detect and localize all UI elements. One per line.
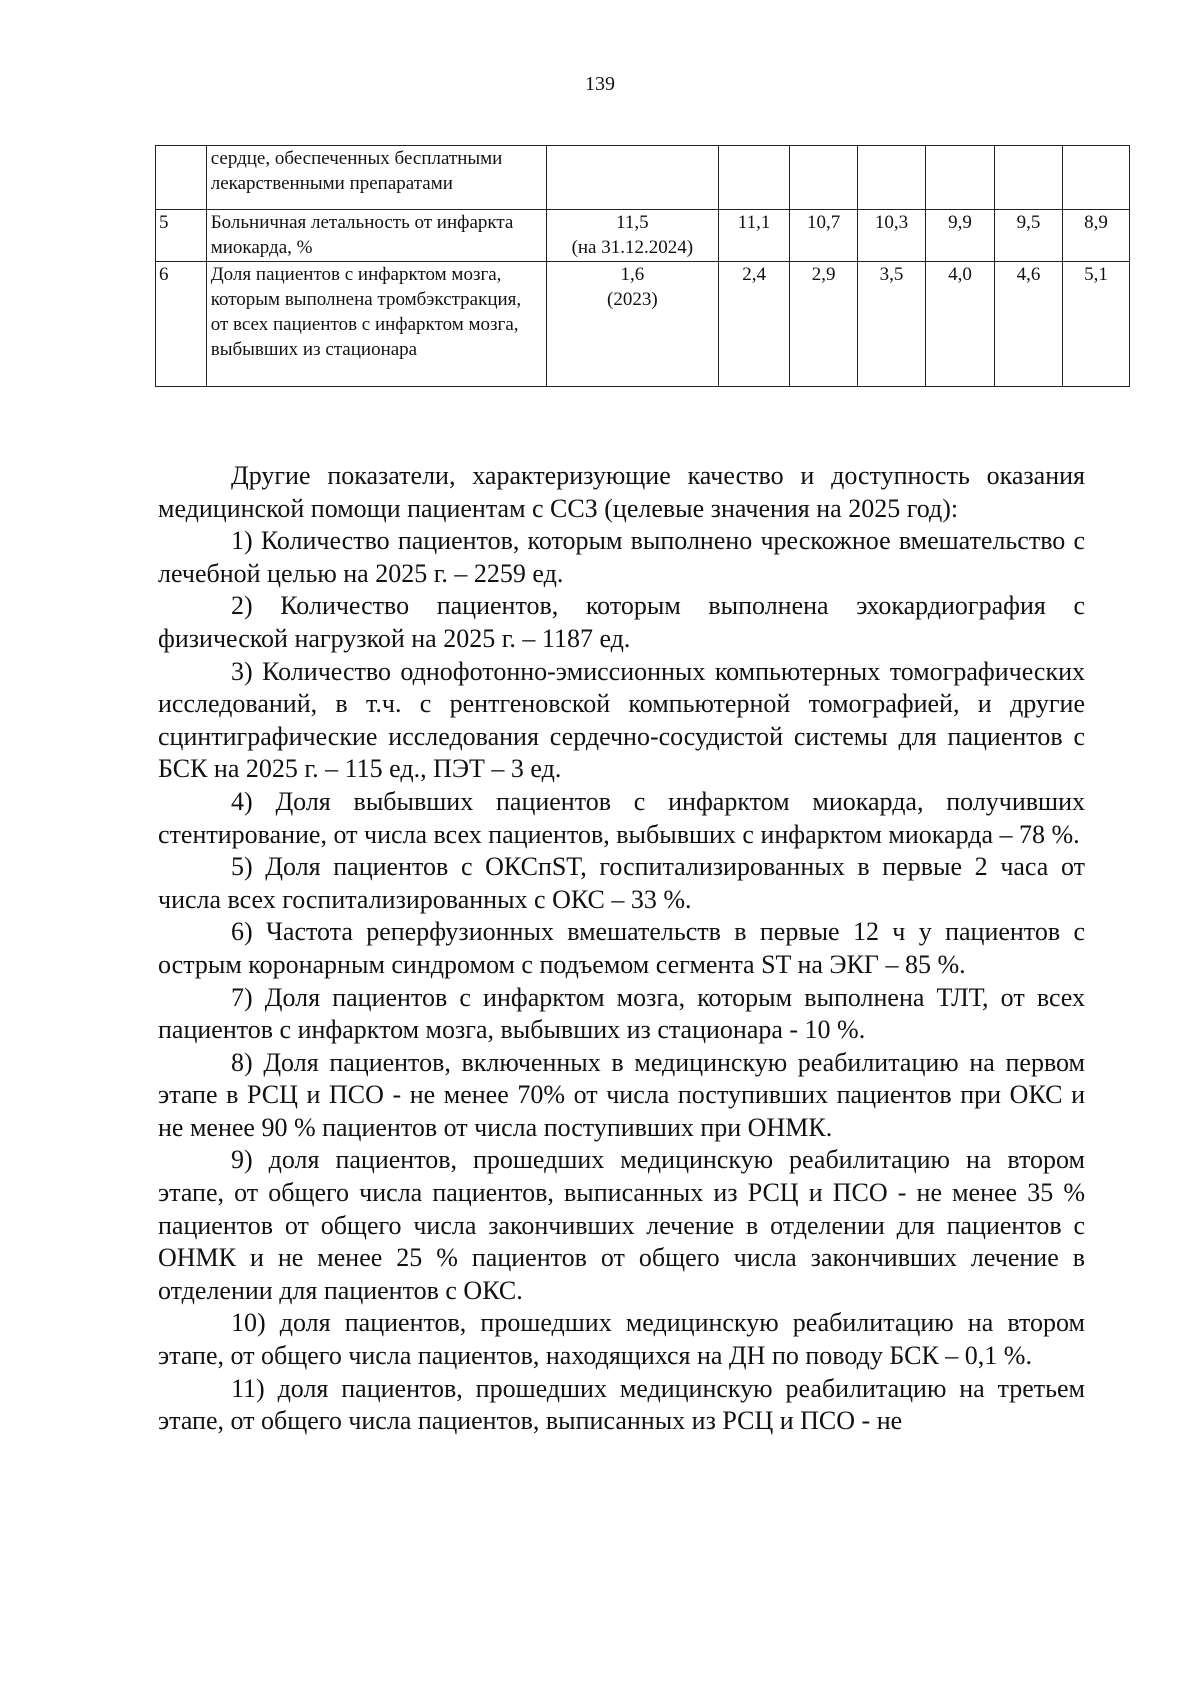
list-item: 1) Количество пациентов, которым выполнено чрескожное вмешательство с лечебной целью на 2025 г. – 2259 ед. — [158, 526, 1085, 588]
value-cell — [858, 146, 926, 210]
value-cell: 2,9 — [790, 262, 858, 387]
value-cell — [719, 146, 790, 210]
list-item: 5) Доля пациентов с ОКСпST, госпитализированных в первые 2 часа от числа всех госпитализированных с ОКС – 33 %. — [158, 852, 1085, 914]
value-cell — [995, 146, 1063, 210]
base-value-note: (2023) — [607, 289, 658, 310]
base-value-note: (на 31.12.2024) — [571, 237, 694, 258]
intro-paragraph: Другие показатели, характеризующие качество и доступность оказания медицинской помощи пациентам с ССЗ (целевые значения на 2025 год): — [158, 461, 1085, 523]
base-value: 11,5 — [616, 212, 649, 233]
value-cell: 10,3 — [858, 210, 926, 262]
list-item: 10) доля пациентов, прошедших медицинскую реабилитацию на втором этапе, от общего числа пациентов, находящихся на ДН по поводу БСК – 0,1 %. — [158, 1308, 1085, 1371]
row-number: 5 — [156, 210, 207, 262]
indicator-cell: сердце, обеспеченных бесплатными лекарственными препаратами — [206, 146, 546, 210]
value-cell: 5,1 — [1062, 262, 1129, 387]
list-item: 3) Количество однофотонно-эмиссионных компьютерных томографических исследований, в т.ч. с рентгеновской компьютерной томографией, и другие сцинтиграфические исследования сердечно-сосудистой системы для пациентов с БСК на 2025 г. – 115 ед., ПЭТ – 3 ед. — [158, 656, 1085, 784]
value-cell: 8,9 — [1062, 210, 1129, 262]
indicator-cell: Доля пациентов с инфарктом мозга, которым выполнена тромбэкстракция, от всех пациентов с инфарктом мозга, выбывших из стационара — [206, 262, 546, 387]
row-number — [156, 146, 207, 210]
list-item: 6) Частота реперфузионных вмешательств в первые 12 ч у пациентов с острым коронарным синдромом с подъемом сегмента ST на ЭКГ – 85 %. — [158, 917, 1085, 979]
row-number: 6 — [156, 262, 207, 387]
list-item: 11) доля пациентов, прошедших медицинскую реабилитацию на третьем этапе, от общего числа пациентов, выписанных из РСЦ и ПСО - не — [158, 1373, 1085, 1436]
list-item: 2) Количество пациентов, которым выполнена эхокардиография с физической нагрузкой на 2025 г. – 1187 ед. — [158, 591, 1085, 653]
list-item: 7) Доля пациентов с инфарктом мозга, которым выполнена ТЛТ, от всех пациентов с инфарктом мозга, выбывших из стационара - 10 %. — [158, 982, 1085, 1045]
table-row — [156, 210, 1130, 262]
base-value-cell — [546, 146, 718, 210]
list-item: 4) Доля выбывших пациентов с инфарктом миокарда, получивших стентирование, от числа всех пациентов, выбывших с инфарктом миокарда – 78 %. — [158, 786, 1085, 849]
table-row — [156, 146, 1130, 210]
page-number: 139 — [585, 73, 615, 95]
base-value-cell — [546, 262, 718, 387]
indicators-table — [155, 145, 1130, 387]
value-cell: 4,6 — [995, 262, 1063, 387]
value-cell: 4,0 — [926, 262, 995, 387]
base-value-cell — [546, 210, 718, 262]
list-item: 9) доля пациентов, прошедших медицинскую реабилитацию на втором этапе, от общего числа пациентов, выписанных из РСЦ и ПСО - не менее 35 % пациентов от общего числа закончивших лечение в отделении для пациентов с ОНМК и не менее 25 % пациентов от общего числа закончивших лечение в отделении для пациентов с ОКС. — [158, 1145, 1085, 1305]
value-cell: 11,1 — [719, 210, 790, 262]
value-cell — [926, 146, 995, 210]
body-text — [158, 460, 1085, 1438]
indicator-cell: Больничная летальность от инфаркта миокарда, % — [206, 210, 546, 262]
value-cell: 10,7 — [790, 210, 858, 262]
value-cell: 9,9 — [926, 210, 995, 262]
value-cell: 9,5 — [995, 210, 1063, 262]
value-cell: 3,5 — [858, 262, 926, 387]
value-cell — [790, 146, 858, 210]
table-row — [156, 262, 1130, 387]
value-cell: 2,4 — [719, 262, 790, 387]
value-cell — [1062, 146, 1129, 210]
base-value: 1,6 — [620, 264, 645, 285]
list-item: 8) Доля пациентов, включенных в медицинскую реабилитацию на первом этапе в РСЦ и ПСО - не менее 70% от числа поступивших пациентов при ОКС и не менее 90 % пациентов от числа поступивших при ОНМК. — [158, 1047, 1085, 1142]
